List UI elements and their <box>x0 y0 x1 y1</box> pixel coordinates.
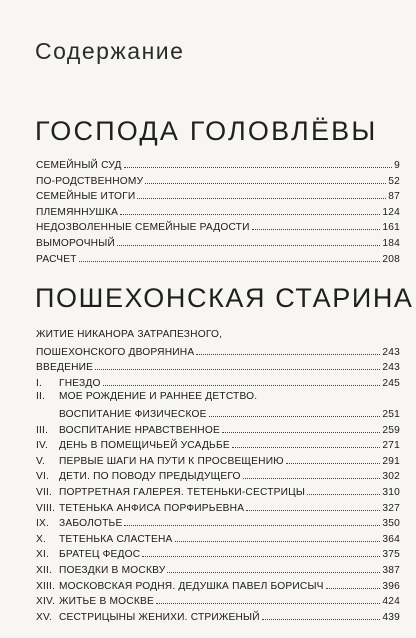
toc-entry-title: ПОРТРЕТНАЯ ГАЛЕРЕЯ. ТЕТЕНЬКИ-СЕСТРИЦЫ <box>59 486 306 498</box>
toc-entry <box>36 343 400 359</box>
dot-leader <box>120 203 380 215</box>
toc-entry-page: 208 <box>382 253 400 265</box>
toc-entry-title: СЕСТРИЦЫНЫ ЖЕНИХИ. СТРИЖЕНЫЙ <box>59 611 260 623</box>
toc-entry <box>36 172 400 188</box>
dot-leader <box>175 530 381 542</box>
toc-entry-page: 327 <box>382 502 400 514</box>
toc-entry-title: ДЕНЬ В ПОМЕЩИЧЬЕЙ УСАДЬБЕ <box>59 440 230 452</box>
chapter-number: X. <box>36 533 47 545</box>
toc-entry-page: 9 <box>394 160 400 171</box>
dot-leader <box>95 358 380 370</box>
chapter-number: V. <box>36 455 46 467</box>
toc-entry-title: ЖИТИЕ НИКАНОРА ЗАТРАПЕЗНОГО, <box>36 329 223 340</box>
toc-entry <box>36 187 400 203</box>
toc-entry-page: 161 <box>382 222 400 234</box>
dot-leader <box>124 156 393 168</box>
toc-entry-title: СЕМЕЙНЫЕ ИТОГИ <box>36 191 136 203</box>
toc-chapter <box>36 592 400 608</box>
chapter-number: XIV. <box>36 596 56 608</box>
toc-entry <box>36 203 400 219</box>
toc-entry-title: ТЕТЕНЬКА АНФИСА ПОРФИРЬЕВНА <box>59 502 245 514</box>
dot-leader <box>167 561 380 573</box>
toc-chapter <box>36 452 400 468</box>
toc-chapter <box>36 514 400 530</box>
toc-entry-line <box>36 327 400 343</box>
toc-entry-page: 291 <box>382 455 400 467</box>
toc-entry-page: 87 <box>388 191 400 203</box>
dot-leader <box>79 250 381 262</box>
dot-leader <box>252 218 381 230</box>
toc-entry-page: 350 <box>382 518 400 530</box>
toc-entry-page: 396 <box>382 580 400 592</box>
toc-chapter <box>36 436 400 452</box>
toc-entry-title: МОСКОВСКАЯ РОДНЯ. ДЕДУШКА ПАВЕЛ БОРИСЫЧ <box>59 580 324 592</box>
toc-entry-page: 310 <box>382 486 400 498</box>
toc-entry-title: ЖИТЬЕ В МОСКВЕ <box>59 596 154 608</box>
toc-entry-title: БРАТЕЦ ФЕДОС <box>59 549 141 561</box>
toc-chapter <box>36 374 400 390</box>
work-title-poshekhonskaya: ПОШЕХОНСКАЯ СТАРИНА <box>35 283 414 313</box>
toc-entry-page: 184 <box>382 237 400 249</box>
chapter-number: XI. <box>36 549 50 561</box>
dot-leader <box>196 343 380 355</box>
toc-entry-page: 439 <box>382 611 400 623</box>
dot-leader <box>262 608 381 620</box>
toc-entry-page: 245 <box>382 377 400 389</box>
dot-leader <box>117 234 380 246</box>
toc-chapter <box>36 530 400 546</box>
toc-entry-page: 124 <box>382 206 400 218</box>
toc-entry-title: ВЫМОРОЧНЫЙ <box>36 237 115 249</box>
chapter-number: VII. <box>36 486 53 498</box>
toc-entry-title: ЗАБОЛОТЬЕ <box>59 518 123 530</box>
toc-chapter <box>36 467 400 483</box>
chapter-number: XV. <box>36 611 53 623</box>
dot-leader <box>222 421 380 433</box>
dot-leader <box>142 545 380 557</box>
toc-entry-page: 302 <box>382 471 400 483</box>
toc-chapter <box>36 483 400 499</box>
dot-leader <box>103 374 381 386</box>
chapter-number: XII. <box>36 564 53 576</box>
toc-entry-title: ВВЕДЕНИЕ <box>36 362 94 374</box>
chapter-number: III. <box>36 424 49 436</box>
toc-chapter <box>36 499 400 515</box>
toc-poshekhonskaya <box>36 327 400 623</box>
toc-entry-title: ВОСПИТАНИЕ НРАВСТВЕННОЕ <box>59 424 220 436</box>
work-title-golovlevy: ГОСПОДА ГОЛОВЛЁВЫ <box>35 116 378 146</box>
toc-entry-title: ГНЕЗДО <box>59 377 101 389</box>
toc-chapter-cont <box>36 405 400 421</box>
toc-entry-page: 424 <box>382 596 400 608</box>
toc-entry-title: ПОЕЗДКИ В МОСКВУ <box>59 564 166 576</box>
toc-chapter <box>36 577 400 593</box>
toc-entry-title: ДЕТИ. ПО ПОВОДУ ПРЕДЫДУЩЕГО <box>59 471 241 483</box>
dot-leader <box>145 172 386 184</box>
dot-leader <box>286 452 381 464</box>
dot-leader <box>326 577 381 589</box>
page-title: Содержание <box>35 38 185 64</box>
toc-entry-page: 387 <box>382 564 400 576</box>
toc-entry-title: ПО-РОДСТВЕННОМУ <box>36 175 144 187</box>
dot-leader <box>232 436 381 448</box>
chapter-number: XIII. <box>36 580 56 592</box>
dot-leader <box>209 405 381 417</box>
toc-entry-title: СЕМЕЙНЫЙ СУД <box>36 160 122 171</box>
toc-chapter <box>36 608 400 624</box>
toc-entry-title: ПЕРВЫЕ ШАГИ НА ПУТИ К ПРОСВЕЩЕНИЮ <box>59 455 284 467</box>
dot-leader <box>243 467 381 479</box>
dot-leader <box>137 187 386 199</box>
dot-leader <box>246 499 380 511</box>
toc-chapter <box>36 421 400 437</box>
toc-entry-title: ТЕТЕНЬКА СЛАСТЕНА <box>59 533 173 545</box>
toc-chapter <box>36 389 400 405</box>
toc-entry-title: МОЕ РОЖДЕНИЕ И РАННЕЕ ДЕТСТВО. <box>59 391 258 403</box>
toc-entry-title: РАСЧЕТ <box>36 253 77 265</box>
toc-entry-page: 364 <box>382 533 400 545</box>
toc-entry <box>36 250 400 266</box>
toc-entry-page: 259 <box>382 424 400 436</box>
chapter-number: VI. <box>36 471 50 483</box>
chapter-number: IV. <box>36 440 49 452</box>
toc-entry <box>36 218 400 234</box>
toc-entry <box>36 156 400 172</box>
toc-entry <box>36 358 400 374</box>
toc-entry <box>36 234 400 250</box>
chapter-number: II. <box>36 391 46 403</box>
toc-golovlevy <box>36 156 400 265</box>
toc-entry-page: 271 <box>382 440 400 452</box>
dot-leader <box>124 514 380 526</box>
toc-entry-title: ПОШЕХОНСКОГО ДВОРЯНИНА <box>36 346 195 358</box>
toc-entry-page: 243 <box>382 362 400 374</box>
dot-leader <box>156 592 380 604</box>
toc-entry-title: ПЛЕМЯННУШКА <box>36 206 119 218</box>
toc-entry-page: 251 <box>382 408 400 420</box>
toc-entry-page: 52 <box>388 175 400 187</box>
toc-chapter <box>36 561 400 577</box>
chapter-number: IX. <box>36 518 50 530</box>
chapter-number: I. <box>36 377 43 389</box>
dot-leader <box>307 483 380 495</box>
chapter-number: VIII. <box>36 502 56 514</box>
toc-entry-title: НЕДОЗВОЛЕННЫЕ СЕМЕЙНЫЕ РАДОСТИ <box>36 222 250 234</box>
toc-entry-page: 243 <box>382 346 400 358</box>
toc-entry-title: ВОСПИТАНИЕ ФИЗИЧЕСКОЕ <box>59 408 207 420</box>
toc-entry-page: 375 <box>382 549 400 561</box>
toc-chapter <box>36 545 400 561</box>
